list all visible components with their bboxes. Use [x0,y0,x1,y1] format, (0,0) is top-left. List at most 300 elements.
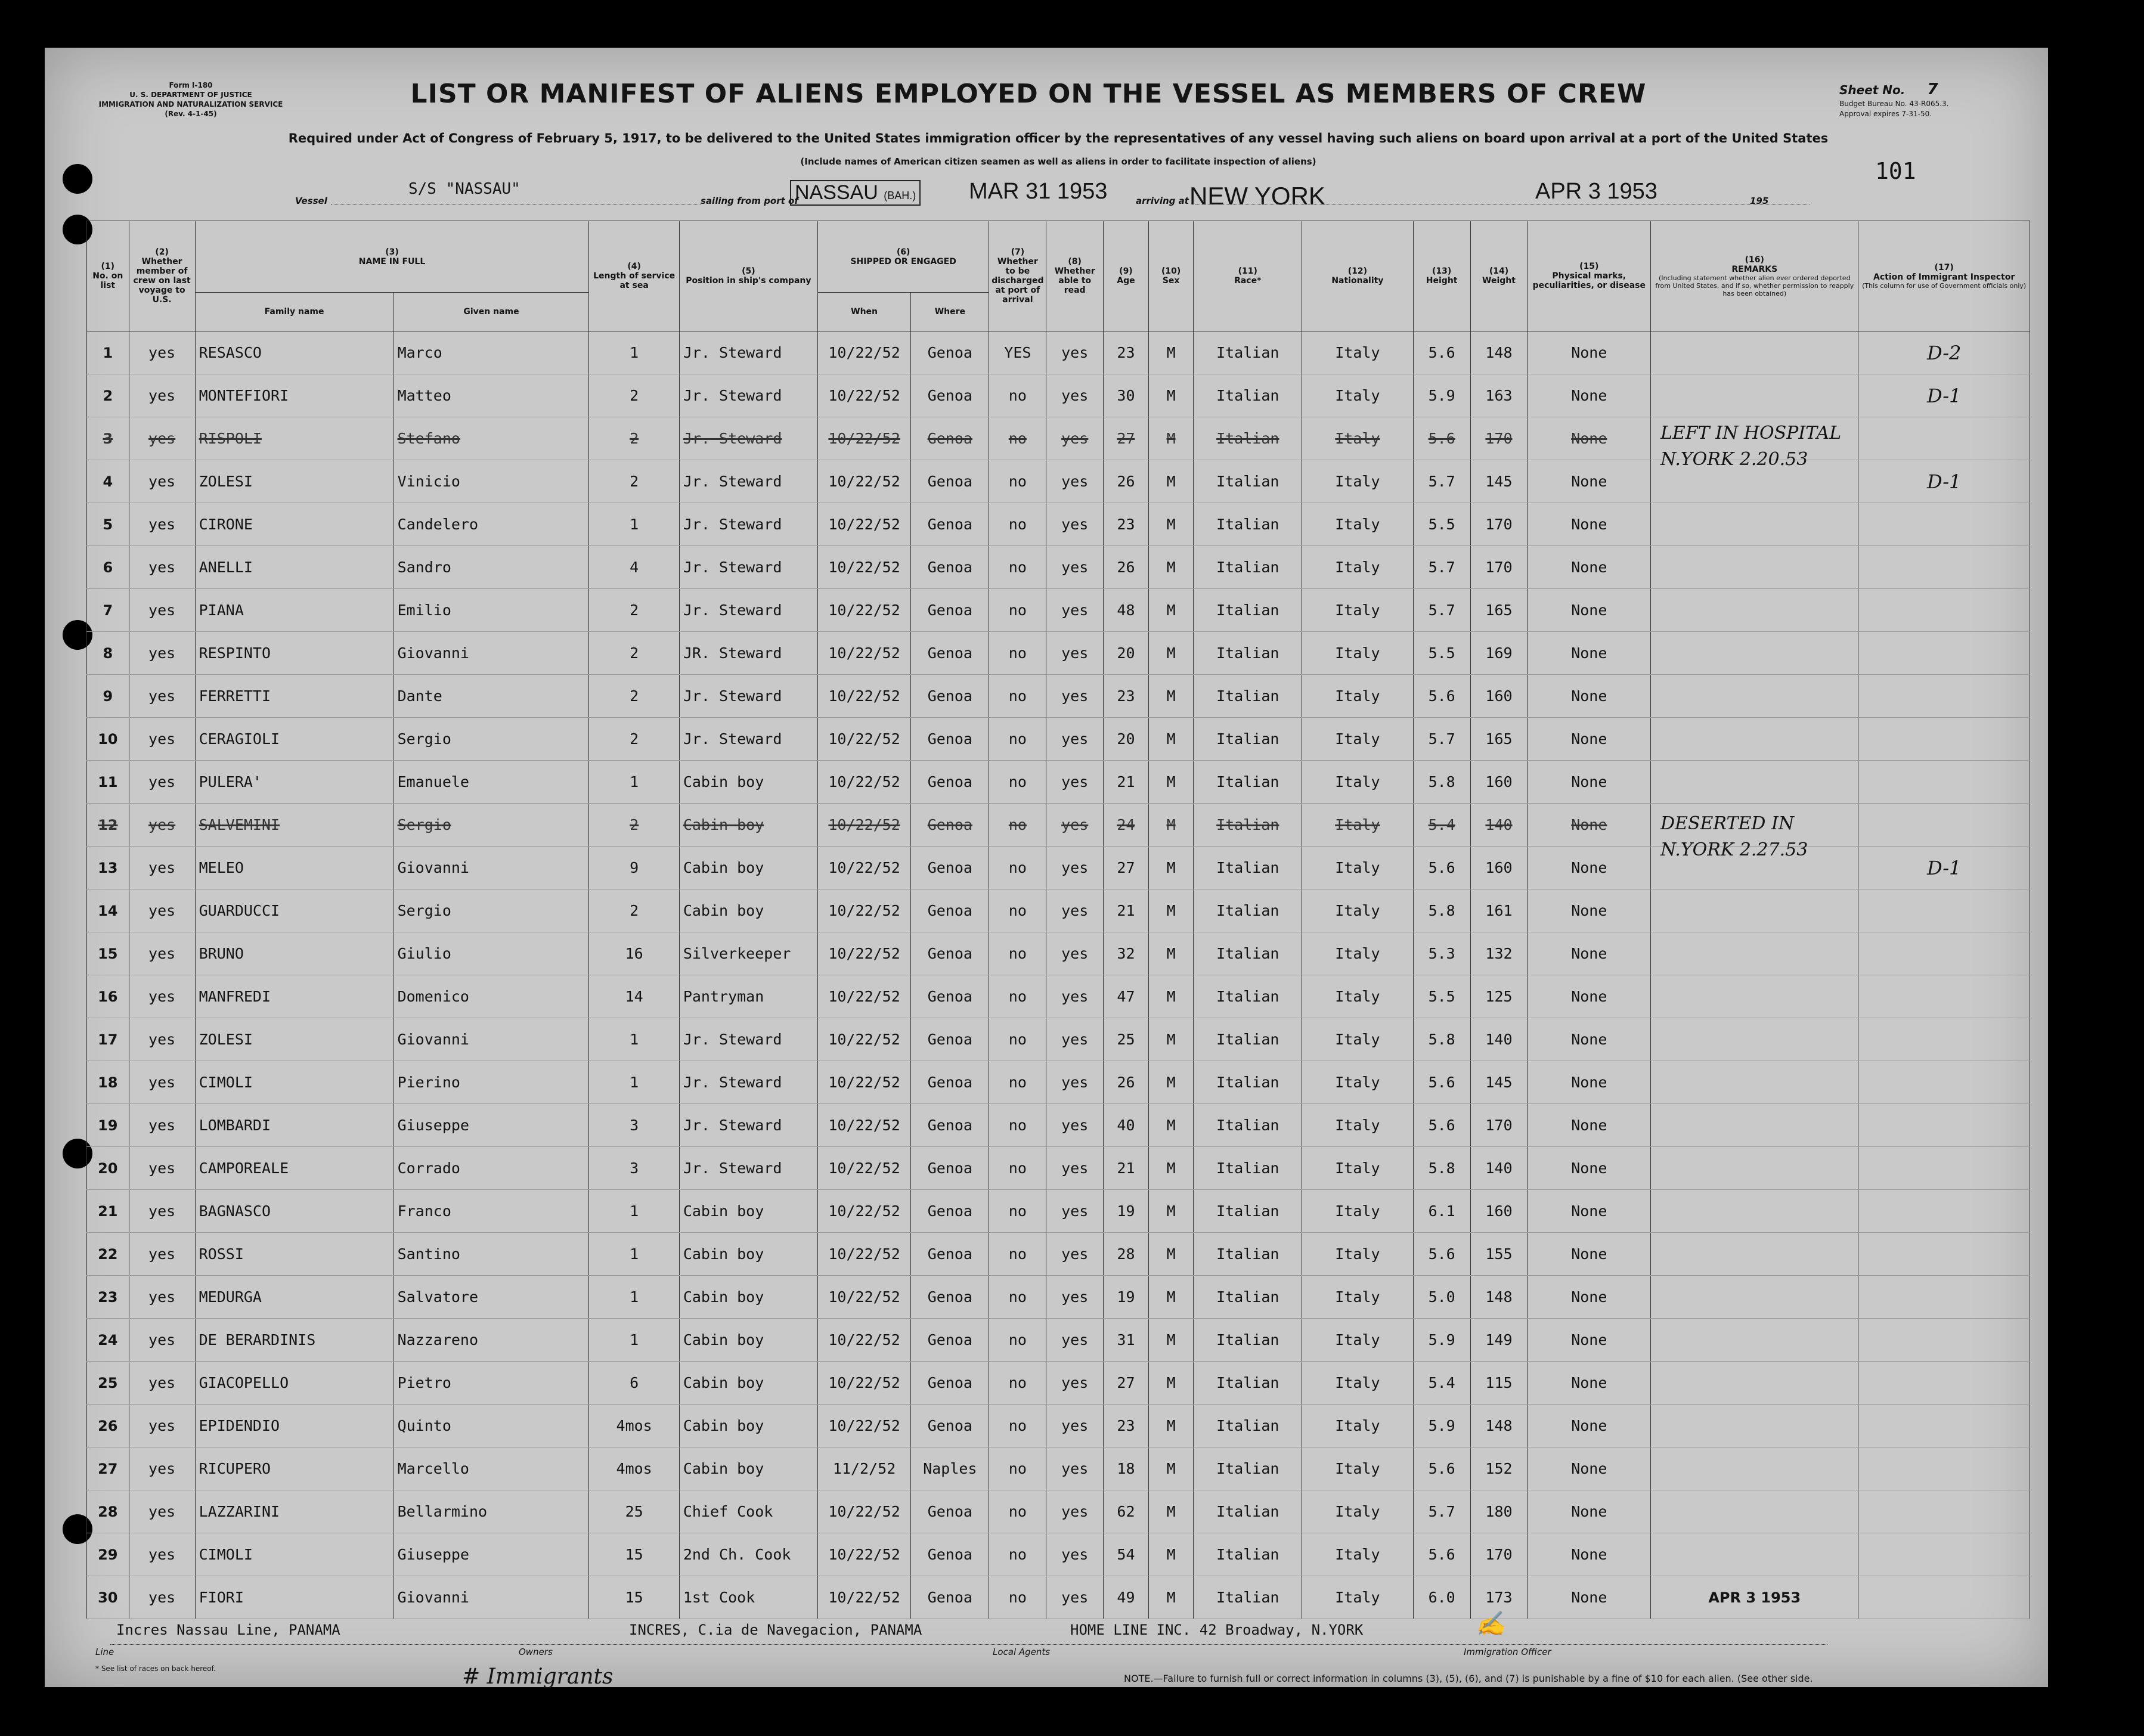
remark-row-12: DESERTED IN N.YORK 2.27.53 [1660,813,1808,860]
footer-underline [110,1644,1827,1645]
race-cell: Italian [1194,675,1302,718]
shipped-where-cell: Naples [911,1447,989,1490]
approval-expiry: Approval expires 7-31-50. [1839,110,1932,118]
arrival-date: APR 3 1953 [1535,179,1657,204]
shipped-where-cell: Genoa [911,718,989,761]
remarks-cell [1651,1276,1858,1319]
given-name-cell: Giuseppe [394,1104,589,1147]
nationality-cell: Italy [1302,1233,1414,1276]
shipped-where-cell: Genoa [911,1405,989,1447]
table-row [87,1190,2030,1233]
height-cell: 5.7 [1413,718,1470,761]
crew-last-voyage-cell: yes [129,1405,195,1447]
weight-cell: 140 [1470,804,1528,847]
race-cell: Italian [1194,589,1302,632]
family-name-cell: CERAGIOLI [195,718,394,761]
shipped-when-cell: 10/22/52 [817,331,910,374]
shipped-when-cell: 10/22/52 [817,1233,910,1276]
family-name-cell: LOMBARDI [195,1104,394,1147]
table-row [87,1447,2030,1490]
remarks-cell [1651,1490,1858,1533]
crew-last-voyage-cell: yes [129,374,195,417]
position-cell: Chief Cook [679,1490,817,1533]
able-to-read-cell: yes [1046,1405,1104,1447]
race-cell: Italian [1194,1276,1302,1319]
shipped-where-cell: Genoa [911,1233,989,1276]
inspector-action-cell [1858,1276,2030,1319]
sex-cell: M [1148,1447,1194,1490]
able-to-read-cell: yes [1046,1319,1104,1362]
discharged-cell: no [989,932,1046,975]
family-name-cell: PIANA [195,589,394,632]
row-number: 21 [87,1190,129,1233]
height-cell: 5.5 [1413,975,1470,1018]
able-to-read-cell: yes [1046,932,1104,975]
service-length-cell: 25 [589,1490,679,1533]
budget-number: Budget Bureau No. 43-R065.3. [1839,100,1949,108]
remarks-cell [1651,675,1858,718]
height-cell: 5.9 [1413,1405,1470,1447]
remarks-cell [1651,331,1858,374]
sailing-date: MAR 31 1953 [969,179,1108,204]
shipped-when-cell: 10/22/52 [817,932,910,975]
service-length-cell: 1 [589,503,679,546]
penalty-note: NOTE.—Failure to furnish full or correct information in columns (3), (5), (6), and (7) is punishable by a fine of $10 for each alien. (See other side. [1124,1673,1813,1684]
table-row [87,632,2030,675]
family-name-cell: BRUNO [195,932,394,975]
table-row [87,1104,2030,1147]
service-length-cell: 15 [589,1576,679,1619]
race-cell: Italian [1194,1104,1302,1147]
row-number: 14 [87,889,129,932]
nationality-cell: Italy [1302,1490,1414,1533]
discharged-cell: no [989,1576,1046,1619]
service-length-cell: 3 [589,1147,679,1190]
shipped-when-cell: 10/22/52 [817,546,910,589]
weight-cell: 149 [1470,1319,1528,1362]
weight-cell: 170 [1470,503,1528,546]
age-cell: 31 [1104,1319,1149,1362]
nationality-cell: Italy [1302,804,1414,847]
position-cell: Cabin boy [679,1233,817,1276]
service-length-cell: 2 [589,632,679,675]
age-cell: 27 [1104,417,1149,460]
age-cell: 24 [1104,804,1149,847]
physical-marks-cell: None [1528,1533,1651,1576]
able-to-read-cell: yes [1046,1104,1104,1147]
age-cell: 23 [1104,1405,1149,1447]
inspector-action-cell [1858,675,2030,718]
given-name-cell: Giovanni [394,847,589,889]
sex-cell: M [1148,331,1194,374]
row-number: 17 [87,1018,129,1061]
crew-rows [87,331,2030,1619]
line-label: Line [95,1647,114,1657]
weight-cell: 170 [1470,1533,1528,1576]
remarks-cell [1651,1319,1858,1362]
position-cell: Cabin boy [679,1362,817,1405]
sex-cell: M [1148,675,1194,718]
position-cell: JR. Steward [679,632,817,675]
crew-last-voyage-cell: yes [129,1061,195,1104]
table-row [87,1061,2030,1104]
shipped-where-cell: Genoa [911,847,989,889]
physical-marks-cell: None [1528,374,1651,417]
position-cell: Jr. Steward [679,374,817,417]
able-to-read-cell: yes [1046,1190,1104,1233]
able-to-read-cell: yes [1046,761,1104,804]
age-cell: 27 [1104,847,1149,889]
nationality-cell: Italy [1302,417,1414,460]
given-name-cell: Sandro [394,546,589,589]
physical-marks-cell: None [1528,1190,1651,1233]
shipped-where-cell: Genoa [911,1576,989,1619]
year-suffix: 195 [1750,196,1769,206]
sex-cell: M [1148,417,1194,460]
shipped-when-cell: 10/22/52 [817,374,910,417]
position-cell: 2nd Ch. Cook [679,1533,817,1576]
position-cell: Cabin boy [679,761,817,804]
inspector-action-cell [1858,546,2030,589]
table-row [87,932,2030,975]
given-name-cell: Stefano [394,417,589,460]
given-name-cell: Sergio [394,718,589,761]
nationality-cell: Italy [1302,546,1414,589]
able-to-read-cell: yes [1046,847,1104,889]
position-cell: Silverkeeper [679,932,817,975]
service-length-cell: 4 [589,546,679,589]
nationality-cell: Italy [1302,718,1414,761]
port-stamp [790,180,921,206]
height-cell: 6.1 [1413,1190,1470,1233]
age-cell: 20 [1104,632,1149,675]
shipped-where-cell: Genoa [911,1061,989,1104]
sex-cell: M [1148,1018,1194,1061]
row-number: 2 [87,374,129,417]
physical-marks-cell: None [1528,1362,1651,1405]
service-length-cell: 16 [589,932,679,975]
shipped-where-cell: Genoa [911,1190,989,1233]
discharged-cell: no [989,718,1046,761]
races-note: * See list of races on back hereof. [95,1664,216,1673]
given-name-cell: Sergio [394,889,589,932]
row-number: 5 [87,503,129,546]
crew-last-voyage-cell: yes [129,889,195,932]
age-cell: 30 [1104,374,1149,417]
crew-last-voyage-cell: yes [129,460,195,503]
able-to-read-cell: yes [1046,1147,1104,1190]
given-name-cell: Pierino [394,1061,589,1104]
family-name-cell: ROSSI [195,1233,394,1276]
shipped-when-cell: 10/22/52 [817,632,910,675]
agents-value: HOME LINE INC. 42 Broadway, N.YORK [1070,1622,1364,1638]
age-cell: 54 [1104,1533,1149,1576]
given-name-cell: Giovanni [394,632,589,675]
service-length-cell: 1 [589,1319,679,1362]
weight-cell: 115 [1470,1362,1528,1405]
table-row [87,331,2030,374]
sex-cell: M [1148,932,1194,975]
remarks-cell [1651,1061,1858,1104]
row-number: 23 [87,1276,129,1319]
remarks-cell [1651,1362,1858,1405]
discharged-cell: YES [989,331,1046,374]
table-row [87,1576,2030,1619]
age-cell: 26 [1104,1061,1149,1104]
inspector-action-cell [1858,1104,2030,1147]
age-cell: 47 [1104,975,1149,1018]
sex-cell: M [1148,1576,1194,1619]
position-cell: Jr. Steward [679,675,817,718]
shipped-where-cell: Genoa [911,632,989,675]
height-cell: 5.7 [1413,589,1470,632]
shipped-when-cell: 10/22/52 [817,1190,910,1233]
able-to-read-cell: yes [1046,589,1104,632]
service-length-cell: 2 [589,675,679,718]
nationality-cell: Italy [1302,761,1414,804]
shipped-when-cell: 10/22/52 [817,1576,910,1619]
nationality-cell: Italy [1302,460,1414,503]
weight-cell: 148 [1470,1276,1528,1319]
able-to-read-cell: yes [1046,1576,1104,1619]
inspector-action-cell [1858,1018,2030,1061]
shipped-where-cell: Genoa [911,1490,989,1533]
sex-cell: M [1148,1190,1194,1233]
discharged-cell: no [989,675,1046,718]
height-cell: 5.7 [1413,1490,1470,1533]
nationality-cell: Italy [1302,1533,1414,1576]
crew-last-voyage-cell: yes [129,1533,195,1576]
shipped-when-cell: 10/22/52 [817,460,910,503]
col-header-given-name: Given name [394,293,589,331]
discharged-cell: no [989,847,1046,889]
shipped-when-cell: 11/2/52 [817,1447,910,1490]
nationality-cell: Italy [1302,632,1414,675]
able-to-read-cell: yes [1046,804,1104,847]
nationality-cell: Italy [1302,1576,1414,1619]
race-cell: Italian [1194,1362,1302,1405]
table-row [87,1147,2030,1190]
crew-last-voyage-cell: yes [129,632,195,675]
discharged-cell: no [989,374,1046,417]
position-cell: Jr. Steward [679,1018,817,1061]
table-row [87,1018,2030,1061]
given-name-cell: Bellarmino [394,1490,589,1533]
weight-cell: 170 [1470,1104,1528,1147]
physical-marks-cell: None [1528,1018,1651,1061]
discharged-cell: no [989,1362,1046,1405]
race-cell: Italian [1194,1233,1302,1276]
remarks-cell [1651,1190,1858,1233]
nationality-cell: Italy [1302,932,1414,975]
race-cell: Italian [1194,1405,1302,1447]
discharged-cell: no [989,503,1046,546]
discharged-cell: no [989,417,1046,460]
crew-last-voyage-cell: yes [129,1362,195,1405]
sex-cell: M [1148,804,1194,847]
sex-cell: M [1148,847,1194,889]
vessel-name: S/S "NASSAU" [408,180,520,198]
height-cell: 5.8 [1413,889,1470,932]
nationality-cell: Italy [1302,1362,1414,1405]
family-name-cell: CAMPOREALE [195,1147,394,1190]
table-row [87,1276,2030,1319]
document-subnote: (Include names of American citizen seamen as well as aliens in order to facilitate inspection of aliens) [800,156,1316,167]
row-number: 8 [87,632,129,675]
physical-marks-cell: None [1528,1104,1651,1147]
discharged-cell: no [989,546,1046,589]
inspector-action-cell [1858,761,2030,804]
given-name-cell: Pietro [394,1362,589,1405]
inspector-action-cell [1858,975,2030,1018]
family-name-cell: RESASCO [195,331,394,374]
physical-marks-cell: None [1528,889,1651,932]
crew-last-voyage-cell: yes [129,675,195,718]
col-header-shipped-engaged: (6) SHIPPED OR ENGAGED [817,221,989,293]
arriving-port: NEW YORK [1189,182,1325,210]
discharged-cell: no [989,1061,1046,1104]
able-to-read-cell: yes [1046,460,1104,503]
physical-marks-cell: None [1528,1490,1651,1533]
race-cell: Italian [1194,718,1302,761]
age-cell: 19 [1104,1276,1149,1319]
officer-label: Immigration Officer [1464,1647,1551,1657]
weight-cell: 160 [1470,847,1528,889]
able-to-read-cell: yes [1046,1233,1104,1276]
given-name-cell: Corrado [394,1147,589,1190]
crew-last-voyage-cell: yes [129,1190,195,1233]
remarks-cell [1651,632,1858,675]
physical-marks-cell: None [1528,975,1651,1018]
sheet-number [1839,80,1938,98]
weight-cell: 161 [1470,889,1528,932]
col-header-where: Where [911,293,989,331]
inspector-action-cell: D-2 [1858,331,2030,374]
nationality-cell: Italy [1302,1190,1414,1233]
remarks-cell [1651,546,1858,589]
weight-cell: 170 [1470,417,1528,460]
shipped-when-cell: 10/22/52 [817,804,910,847]
crew-last-voyage-cell: yes [129,804,195,847]
weight-cell: 140 [1470,1018,1528,1061]
given-name-cell: Giovanni [394,1576,589,1619]
physical-marks-cell: None [1528,1576,1651,1619]
crew-last-voyage-cell: yes [129,589,195,632]
service-length-cell: 1 [589,761,679,804]
row-number: 28 [87,1490,129,1533]
family-name-cell: ZOLESI [195,1018,394,1061]
position-cell: Jr. Steward [679,1061,817,1104]
discharged-cell: no [989,1319,1046,1362]
table-row [87,546,2030,589]
nationality-cell: Italy [1302,1147,1414,1190]
col-header-inspector-action: (17) Action of Immigrant Inspector (This column for use of Government officials only) [1858,221,2030,331]
table-row [87,503,2030,546]
crew-last-voyage-cell: yes [129,417,195,460]
position-cell: Cabin boy [679,804,817,847]
vessel-label: Vessel [295,196,327,206]
inspector-action-cell [1858,1319,2030,1362]
weight-cell: 180 [1470,1490,1528,1533]
age-cell: 23 [1104,331,1149,374]
form-number: Form I-180 [169,81,213,89]
given-name-cell: Giulio [394,932,589,975]
race-cell: Italian [1194,1319,1302,1362]
service-length-cell: 1 [589,331,679,374]
physical-marks-cell: None [1528,546,1651,589]
physical-marks-cell: None [1528,804,1651,847]
service-length-cell: 1 [589,1233,679,1276]
weight-cell: 173 [1470,1576,1528,1619]
race-cell: Italian [1194,1147,1302,1190]
discharged-cell: no [989,1490,1046,1533]
age-cell: 28 [1104,1233,1149,1276]
shipped-when-cell: 10/22/52 [817,1061,910,1104]
inspector-action-cell [1858,1447,2030,1490]
col-header-age: (9) Age [1104,221,1149,331]
crew-last-voyage-cell: yes [129,331,195,374]
row-number: 25 [87,1362,129,1405]
discharged-cell: no [989,804,1046,847]
discharged-cell: no [989,1104,1046,1147]
col-header-name-in-full: (3) NAME IN FULL [195,221,589,293]
position-cell: Pantryman [679,975,817,1018]
physical-marks-cell: None [1528,1276,1651,1319]
age-cell: 49 [1104,1576,1149,1619]
able-to-read-cell: yes [1046,889,1104,932]
nationality-cell: Italy [1302,1061,1414,1104]
table-row [87,1319,2030,1362]
sex-cell: M [1148,460,1194,503]
nationality-cell: Italy [1302,1018,1414,1061]
shipped-where-cell: Genoa [911,1147,989,1190]
remark-row-3: LEFT IN HOSPITAL N.YORK 2.20.53 [1660,423,1842,470]
height-cell: 5.4 [1413,1362,1470,1405]
table-row [87,1233,2030,1276]
position-cell: Jr. Steward [679,546,817,589]
age-cell: 21 [1104,889,1149,932]
row-number: 10 [87,718,129,761]
physical-marks-cell: None [1528,675,1651,718]
shipped-where-cell: Genoa [911,1018,989,1061]
able-to-read-cell: yes [1046,718,1104,761]
shipped-when-cell: 10/22/52 [817,503,910,546]
crew-last-voyage-cell: yes [129,1104,195,1147]
weight-cell: 148 [1470,1405,1528,1447]
height-cell: 5.8 [1413,1147,1470,1190]
physical-marks-cell: None [1528,503,1651,546]
race-cell: Italian [1194,1447,1302,1490]
discharged-cell: no [989,589,1046,632]
sex-cell: M [1148,1362,1194,1405]
owners-label: Owners [519,1647,553,1657]
position-cell: Cabin boy [679,889,817,932]
race-cell: Italian [1194,847,1302,889]
crew-last-voyage-cell: yes [129,503,195,546]
table-row [87,761,2030,804]
form-department: U. S. DEPARTMENT OF JUSTICE [129,91,252,99]
position-cell: Jr. Steward [679,589,817,632]
col-header-physical-marks: (15) Physical marks, peculiarities, or disease [1528,221,1651,331]
height-cell: 5.4 [1413,804,1470,847]
crew-last-voyage-cell: yes [129,1018,195,1061]
document-title: LIST OR MANIFEST OF ALIENS EMPLOYED ON THE VESSEL AS MEMBERS OF CREW [410,79,1647,109]
discharged-cell: no [989,1233,1046,1276]
able-to-read-cell: yes [1046,675,1104,718]
family-name-cell: MONTEFIORI [195,374,394,417]
sex-cell: M [1148,632,1194,675]
discharged-cell: no [989,460,1046,503]
